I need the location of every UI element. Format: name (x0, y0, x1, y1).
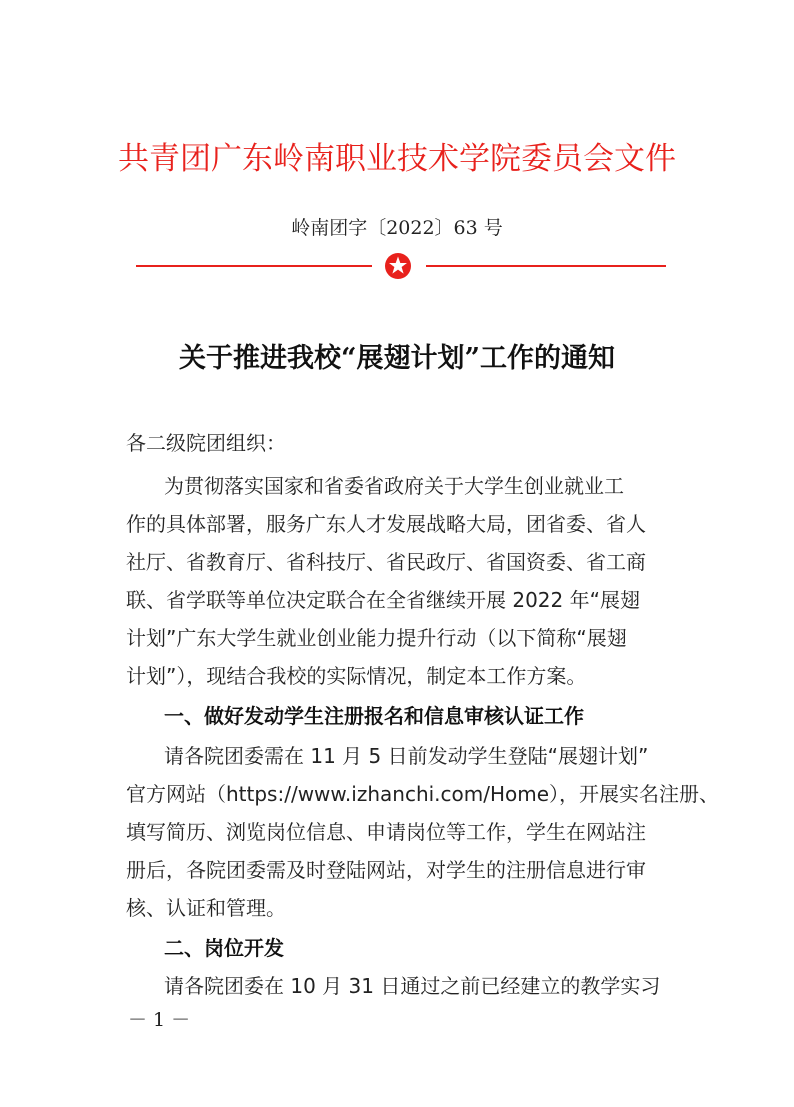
section1-line: 核、认证和管理。 (126, 896, 286, 920)
header-divider-right (426, 265, 666, 267)
section1-heading: 一、做好发动学生注册报名和信息审核认证工作 (164, 704, 584, 728)
document-number: 岭南团字〔2022〕63 号 (291, 217, 503, 239)
intro-line: 联、省学联等单位决定联合在全省继续开展 2022 年“展翅 (126, 588, 640, 612)
section2-line: 请各院团委在 10 月 31 日通过之前已经建立的教学实习 (164, 974, 661, 998)
section1-line: 填写简历、浏览岗位信息、申请岗位等工作，学生在网站注 (126, 820, 646, 844)
document-header-title: 共青团广东岭南职业技术学院委员会文件 (118, 141, 676, 177)
section2-heading: 二、岗位开发 (164, 936, 284, 960)
intro-line: 作的具体部署，服务广东人才发展战略大局，团省委、省人 (126, 512, 646, 536)
intro-line: 为贯彻落实国家和省委省政府关于大学生创业就业工 (164, 474, 624, 498)
intro-line: 社厅、省教育厅、省科技厅、省民政厅、省国资委、省工商 (126, 550, 646, 574)
salutation: 各二级院团组织： (126, 431, 286, 455)
section1-line: 官方网站（https://www.izhanchi.com/Home），开展实名注册、 (126, 782, 720, 806)
intro-line: 计划”），现结合我校的实际情况，制定本工作方案。 (126, 664, 587, 688)
star-emblem-icon (384, 252, 412, 280)
header-divider-left (136, 265, 372, 267)
section1-line: 请各院团委需在 11 月 5 日前发动学生登陆“展翅计划” (164, 744, 649, 768)
section1-line: 册后，各院团委需及时登陆网站，对学生的注册信息进行审 (126, 858, 646, 882)
notice-title: 关于推进我校“展翅计划”工作的通知 (178, 343, 616, 374)
intro-line: 计划”广东大学生就业创业能力提升行动（以下简称“展翅 (126, 626, 627, 650)
page-number: － 1 － (128, 1009, 191, 1031)
